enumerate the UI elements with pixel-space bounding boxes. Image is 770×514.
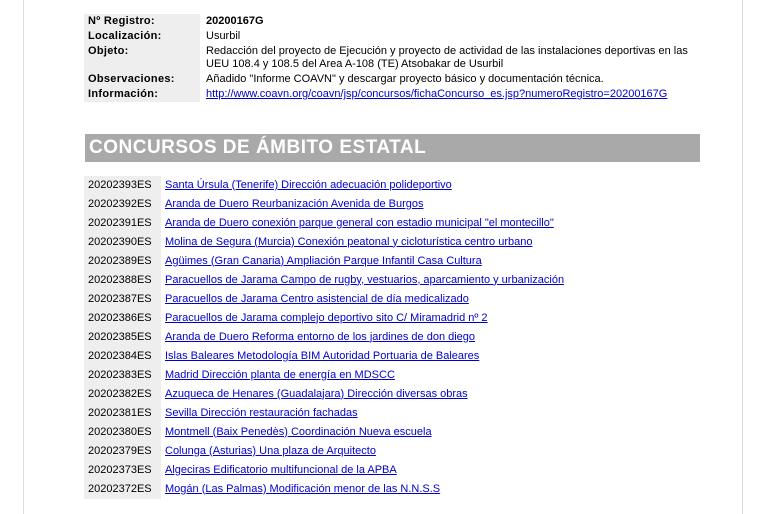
contest-title-cell xyxy=(161,442,700,461)
contest-title-cell xyxy=(161,461,700,480)
contest-link[interactable]: Aranda de Duero Reurbanización Avenida de Burgos xyxy=(165,197,424,210)
contest-code: 20202391ES xyxy=(84,214,161,233)
section-banner: CONCURSOS DE ÁMBITO ESTATAL xyxy=(85,134,700,162)
contest-link[interactable]: Paracuellos de Jarama complejo deportivo sito C/ Miramadrid nº 2 xyxy=(165,311,488,324)
localizacion-row xyxy=(84,29,702,44)
contest-code: 20202386ES xyxy=(84,309,161,328)
contest-title-cell xyxy=(161,366,700,385)
contest-row xyxy=(84,252,700,271)
contest-link[interactable]: Aranda de Duero conexión parque general con estadio municipal "el montecillo" xyxy=(165,216,554,229)
contest-title-cell xyxy=(161,347,700,366)
contest-code: 20202382ES xyxy=(84,385,161,404)
localizacion-label: Localización: xyxy=(84,29,200,44)
registro-row xyxy=(84,14,702,29)
contest-row xyxy=(84,309,700,328)
contest-code: 20202379ES xyxy=(84,442,161,461)
contest-row xyxy=(84,347,700,366)
contest-code: 20202393ES xyxy=(84,176,161,195)
observaciones-value: Añadido "Informe COAVN" y descargar proyecto básico y documentación técnica. xyxy=(206,73,604,85)
contest-link[interactable]: Aranda de Duero Reforma entorno de los jardines de don diego xyxy=(165,330,476,343)
contest-code: 20202389ES xyxy=(84,252,161,271)
contest-title-cell xyxy=(161,290,700,309)
contest-link[interactable]: Azuqueca de Henares (Guadalajara) Dirección diversas obras xyxy=(165,387,468,400)
contest-row xyxy=(84,214,700,233)
contest-row xyxy=(84,176,700,195)
contest-title-cell xyxy=(161,176,700,195)
contest-title-cell xyxy=(161,480,700,499)
contest-link[interactable]: Montmell (Baix Penedès) Coordinación Nueva escuela xyxy=(165,425,432,438)
contest-title-cell xyxy=(161,271,700,290)
contest-link[interactable]: Algeciras Edificatorio multifuncional de la APBA xyxy=(165,463,397,476)
objeto-label: Objeto: xyxy=(84,44,200,72)
contest-row xyxy=(84,366,700,385)
observaciones-row xyxy=(84,72,702,87)
contest-code: 20202385ES xyxy=(84,328,161,347)
contest-title-cell xyxy=(161,328,700,347)
contest-row xyxy=(84,385,700,404)
registro-label: Nº Registro: xyxy=(84,14,200,29)
contest-title-cell xyxy=(161,404,700,423)
contest-link[interactable]: Paracuellos de Jarama Centro asistencial de día medicalizado xyxy=(165,292,469,305)
contest-row xyxy=(84,328,700,347)
contest-code: 20202388ES xyxy=(84,271,161,290)
objeto-row xyxy=(84,44,702,72)
contest-link[interactable]: Sevilla Dirección restauración fachadas xyxy=(165,406,358,419)
contest-title-cell xyxy=(161,195,700,214)
contest-row xyxy=(84,442,700,461)
contest-link[interactable]: Santa Úrsula (Tenerife) Dirección adecuación polideportivo xyxy=(165,178,452,191)
contest-code: 20202390ES xyxy=(84,233,161,252)
localizacion-value: Usurbil xyxy=(206,30,241,42)
contest-link[interactable]: Islas Baleares Metodología BIM Autoridad Portuaria de Baleares xyxy=(165,349,480,362)
contest-code: 20202372ES xyxy=(84,480,161,499)
observaciones-label: Observaciones: xyxy=(84,72,200,87)
contest-code: 20202387ES xyxy=(84,290,161,309)
contest-row xyxy=(84,480,700,499)
informacion-label: Información: xyxy=(84,87,200,102)
contest-list xyxy=(84,176,700,499)
contest-link[interactable]: Mogán (Las Palmas) Modificación menor de las N.N.S.S xyxy=(165,482,441,495)
informacion-link[interactable]: http://www.coavn.org/coavn/jsp/concursos/fichaConcurso_es.jsp?numeroRegistro=20200167G xyxy=(206,88,668,100)
contest-code: 20202373ES xyxy=(84,461,161,480)
contest-row xyxy=(84,404,700,423)
objeto-value: Redacción del proyecto de Ejecución y proyecto de actividad de las instalaciones deportivas en las UEU 108.4 y 108.5 del Area A-108 (TE) Atsobakar de Usurbil xyxy=(206,45,688,70)
contest-code: 20202381ES xyxy=(84,404,161,423)
contest-link[interactable]: Agüimes (Gran Canaria) Ampliación Parque Infantil Casa Cultura xyxy=(165,254,482,267)
contest-title-cell xyxy=(161,423,700,442)
contest-row xyxy=(84,233,700,252)
contest-title-cell xyxy=(161,309,700,328)
informacion-row xyxy=(84,87,702,102)
contest-code: 20202383ES xyxy=(84,366,161,385)
contest-title-cell xyxy=(161,233,700,252)
contest-row xyxy=(84,271,700,290)
contest-code: 20202392ES xyxy=(84,195,161,214)
contest-link[interactable]: Colunga (Asturias) Una plaza de Arquitecto xyxy=(165,444,376,457)
contest-row xyxy=(84,423,700,442)
informacion-cell xyxy=(200,87,702,102)
record-details-table xyxy=(84,14,702,102)
contest-row xyxy=(84,290,700,309)
contest-link[interactable]: Madrid Dirección planta de energía en MDSCC xyxy=(165,368,395,381)
contest-link[interactable]: Molina de Segura (Murcia) Conexión peatonal y cicloturística centro urbano xyxy=(165,235,533,248)
contest-title-cell xyxy=(161,252,700,271)
contest-code: 20202380ES xyxy=(84,423,161,442)
contest-title-cell xyxy=(161,214,700,233)
contest-row xyxy=(84,195,700,214)
contest-code: 20202384ES xyxy=(84,347,161,366)
contest-title-cell xyxy=(161,385,700,404)
registro-value: 20200167G xyxy=(206,15,264,27)
contest-row xyxy=(84,461,700,480)
contest-link[interactable]: Paracuellos de Jarama Campo de rugby, vestuarios, aparcamiento y urbanización xyxy=(165,273,565,286)
